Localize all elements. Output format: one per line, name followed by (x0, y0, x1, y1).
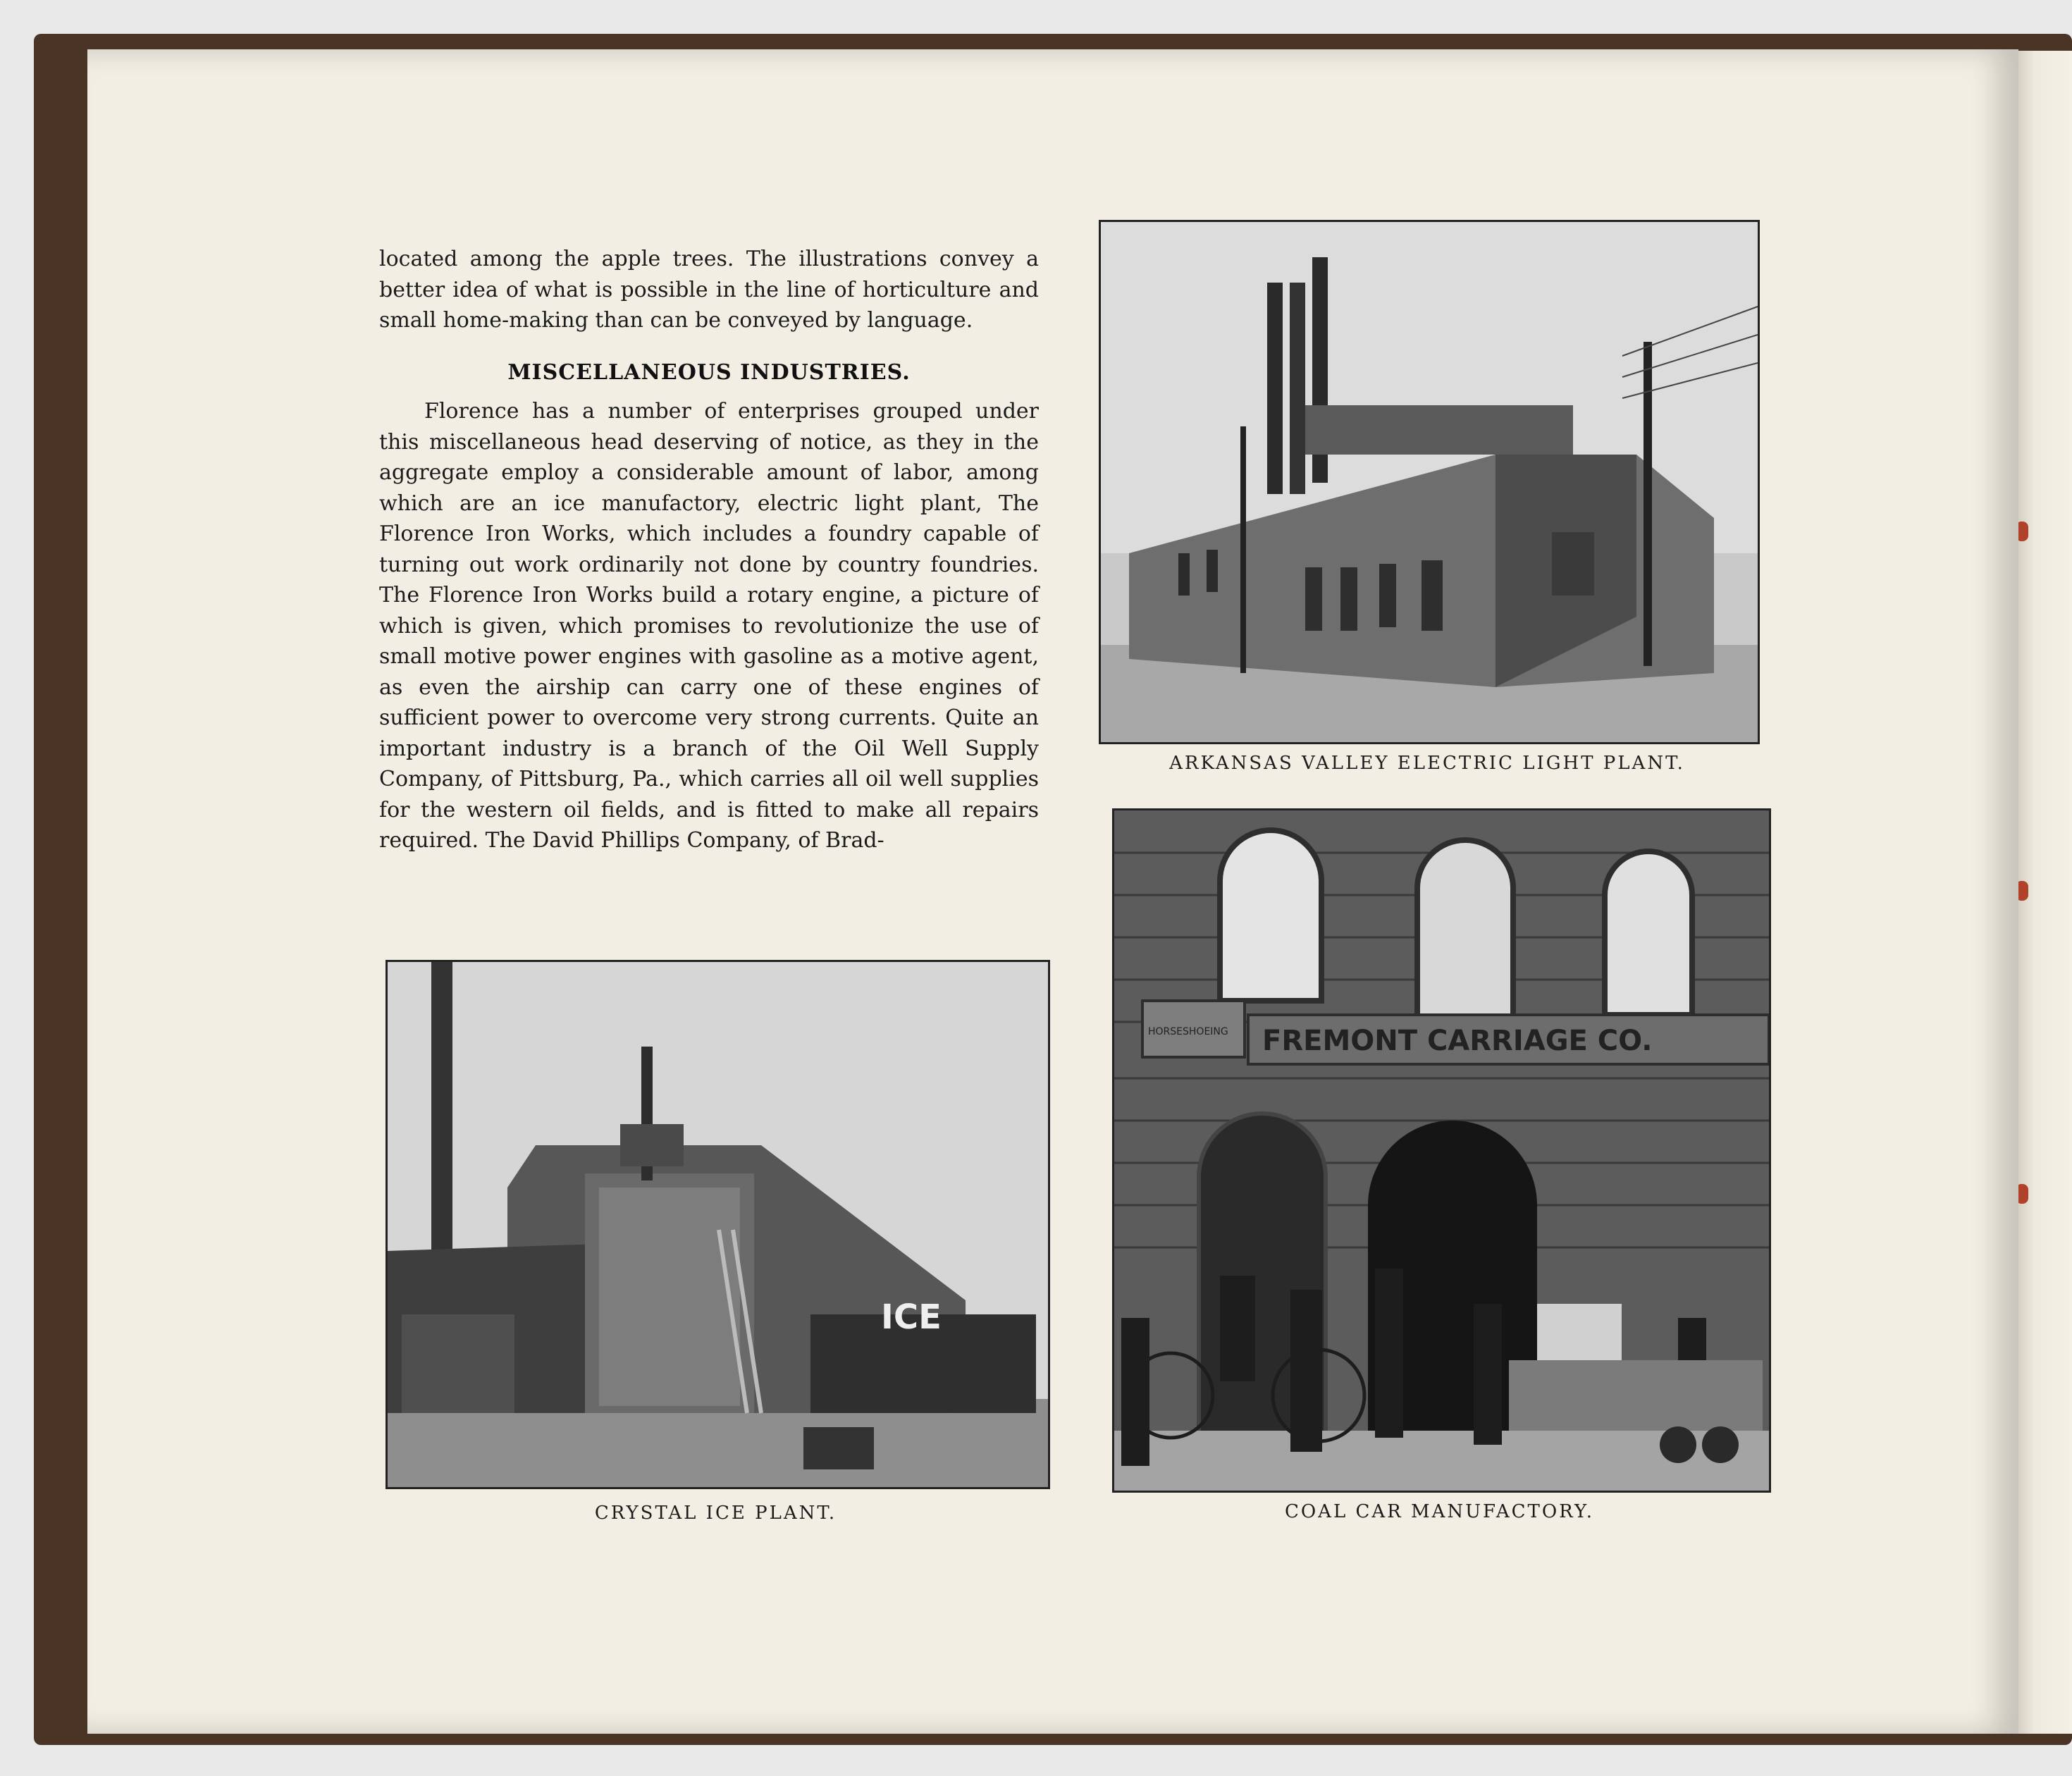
caption-crystal-ice-plant: CRYSTAL ICE PLANT. (594, 1503, 837, 1524)
photo-crystal-ice-plant (386, 960, 1050, 1489)
photo-coal-car-manufactory (1112, 808, 1771, 1493)
ice-sign: ICE (881, 1297, 942, 1337)
caption-coal-car-manufactory: COAL CAR MANUFACTORY. (1284, 1501, 1595, 1522)
caption-electric-light-plant: ARKANSAS VALLEY ELECTRIC LIGHT PLANT. (1169, 753, 1685, 774)
section-heading: MISCELLANEOUS INDUSTRIES. (507, 359, 911, 385)
carriage-co-sign: FREMONT CARRIAGE CO. (1262, 1025, 1653, 1057)
text-column (379, 244, 1039, 856)
paragraph-industries: Florence has a number of enterprises grouped under this miscellaneous head deserving of notice, as they in the aggregate employ a considerable amount of labor, among which are an ice manufactory, electric light plant, The Florence Iron Works, which includes a foundry capable of turning out work ordinarily not done by country foundries. The Florence Iron Works build a rotary engine, a picture of which is given, which promises to revolutionize the use of small motive power engines with gasoline as a motive agent, as even the airship can carry one of these engines of sufficient power to overcome very strong currents. Quite an important industry is a branch of the Oil Well Supply Company, of Pittsburg, Pa., which carries all oil well supplies for the western oil fields, and is fitted to make all repairs required. The David Phillips Company, of Brad- (379, 399, 1039, 853)
paragraph-continued: located among the apple trees. The illustrations convey a better idea of what is possible in the line of horticulture and small home-making than can be conveyed by language. (379, 247, 1039, 333)
horseshoeing-sign: HORSESHOEING (1148, 1026, 1228, 1037)
photo-electric-light-plant (1099, 220, 1760, 744)
